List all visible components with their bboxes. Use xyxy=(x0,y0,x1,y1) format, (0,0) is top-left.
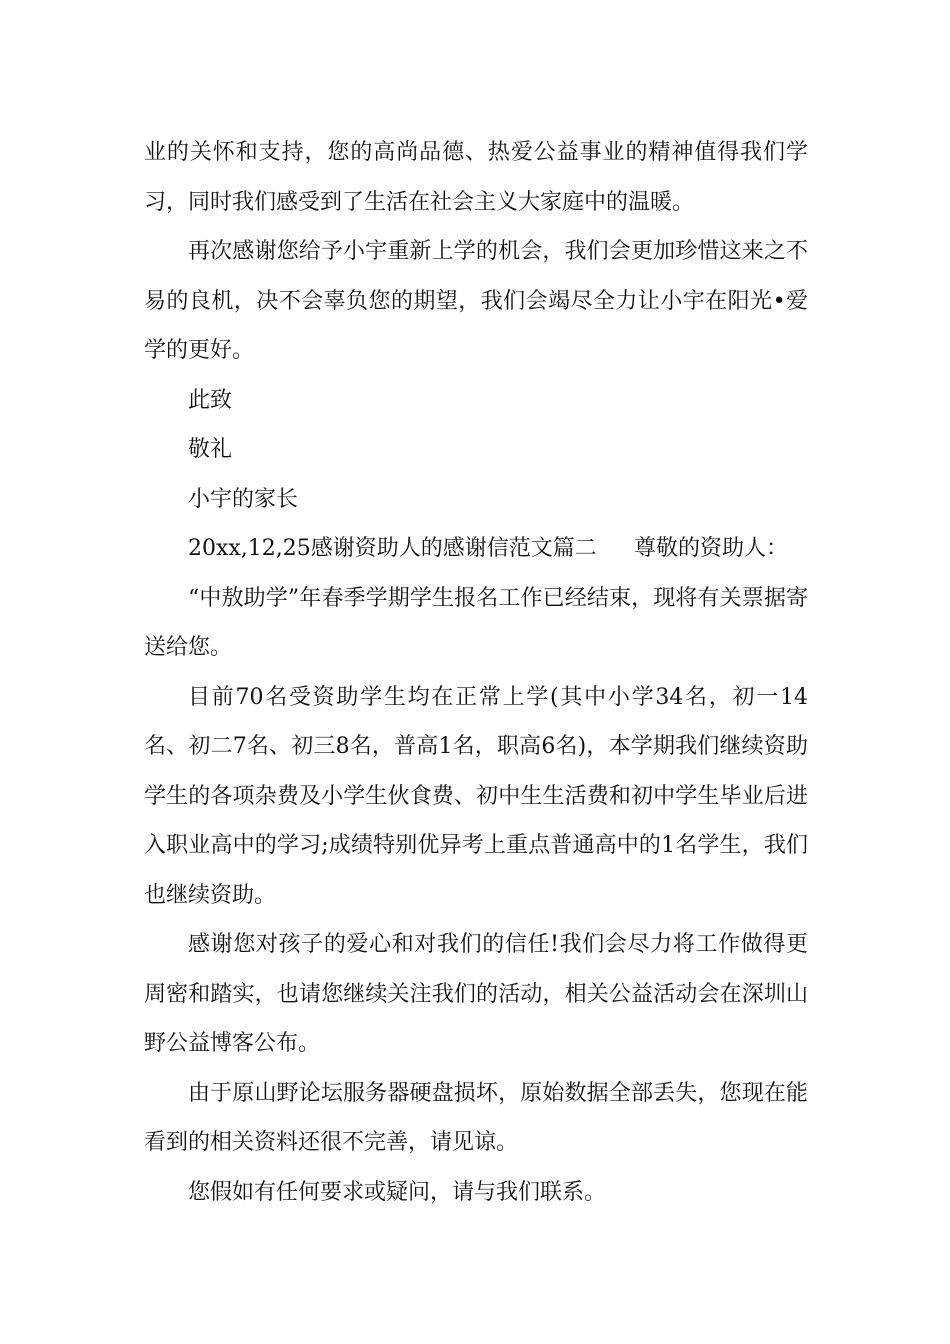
paragraph-server: 由于原山野论坛服务器硬盘损坏，原始数据全部丢失，您现在能看到的相关资料还很不完善，请见谅。 xyxy=(144,1080,808,1155)
section-heading: 20xx,12,25感谢资助人的感谢信范文篇二 xyxy=(188,536,597,561)
closing-cizhi: 此致 xyxy=(188,387,233,413)
letter-body xyxy=(144,128,808,1217)
paragraph-support: 业的关怀和支持，您的高尚品德、热爱公益事业的精神值得我们学习，同时我们感受到了生活在社会主义大家庭中的温暖。 xyxy=(144,140,808,215)
salutation: 尊敬的资助人： xyxy=(633,536,788,561)
paragraph-thanks-again: 再次感谢您给予小宇重新上学的机会，我们会更加珍惜这来之不易的良机，决不会辜负您的期望，我们会竭尽全力让小宇在阳光•爱学的更好。 xyxy=(144,239,808,363)
paragraph-gratitude: 感谢您对孩子的爱心和对我们的信任!我们会尽力将工作做得更周密和踏实，也请您继续关注我们的活动，相关公益活动会在深圳山野公益博客公布。 xyxy=(144,932,808,1056)
signature-parent: 小宇的家长 xyxy=(188,486,299,512)
paragraph-students: 目前70名受资助学生均在正常上学(其中小学34名，初一14名、初二7名、初三8名，普高1名，职高6名)，本学期我们继续资助学生的各项杂费及小学生伙食费、初中生生活费和初中学生毕业后进入职业高中的学习;成绩特别优异考上重点普通高中的1名学生，我们也继续资助。 xyxy=(144,684,808,908)
section-heading-line xyxy=(144,524,808,574)
paragraph-contact: 您假如有任何要求或疑问，请与我们联系。 xyxy=(188,1179,607,1205)
closing-jingli: 敬礼 xyxy=(188,437,233,462)
paragraph-registration: “中敖助学”年春季学期学生报名工作已经结束，现将有关票据寄送给您。 xyxy=(144,585,808,660)
